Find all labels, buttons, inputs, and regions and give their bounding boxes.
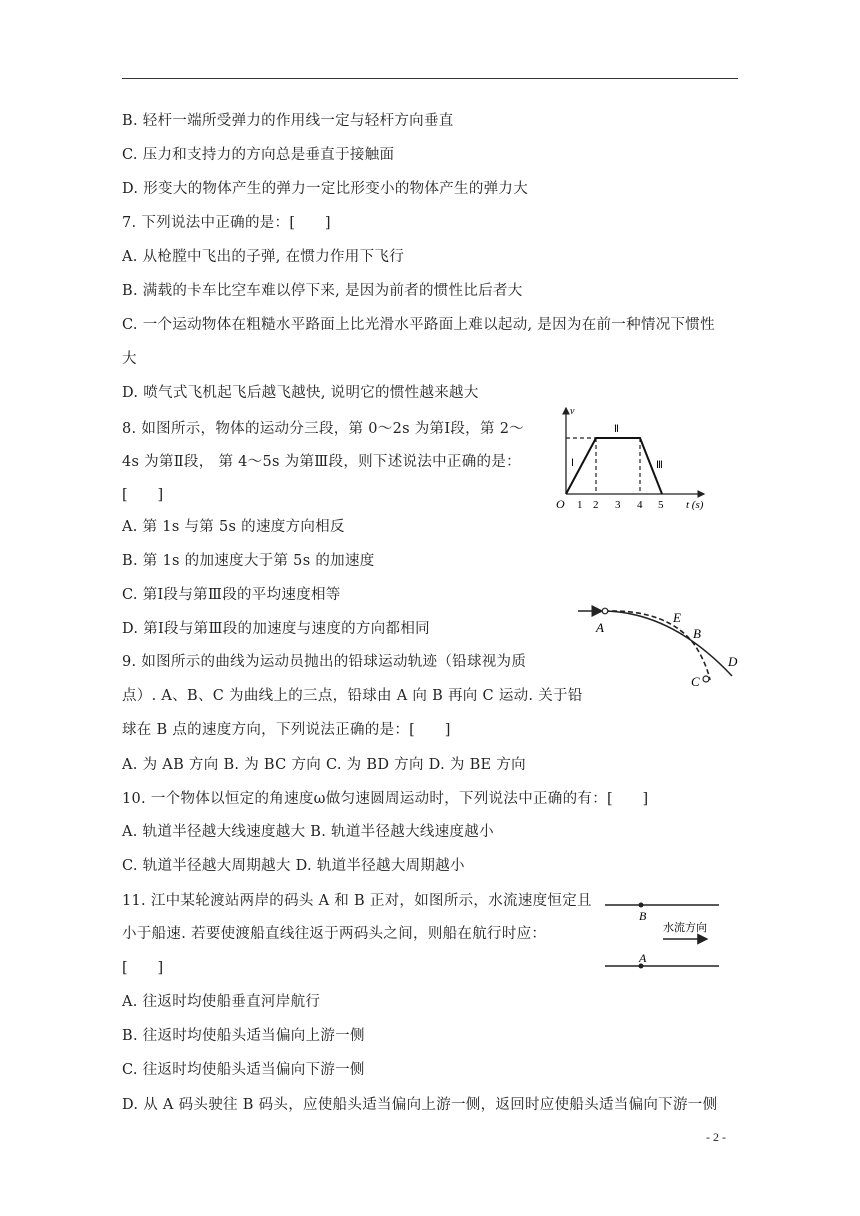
vt-graph-figure — [552, 402, 722, 518]
label-b: B — [639, 909, 647, 923]
page-number: - 2 - — [706, 1130, 726, 1144]
option-11c: C. 往返时均使船头适当偏向下游一侧 — [122, 1062, 365, 1078]
label-b: B — [693, 626, 701, 641]
option-7c-cont: 大 — [122, 351, 137, 367]
y-axis-label: v — [570, 406, 575, 417]
point-c — [703, 676, 709, 682]
option-7b: B. 满载的卡车比空车难以停下来, 是因为前者的惯性比后者大 — [122, 283, 523, 299]
river-figure — [603, 892, 723, 976]
question-8-cont: 4s 为第Ⅱ段， 第 4～5s 为第Ⅲ段，则下述说法中正确的是： — [122, 454, 521, 470]
option-7d: D. 喷气式飞机起飞后越飞越快, 说明它的惯性越来越大 — [122, 385, 479, 401]
option-11b: B. 往返时均使船头适当偏向上游一侧 — [122, 1028, 365, 1044]
answer-bracket: [ ] — [122, 487, 164, 503]
header-rule — [122, 78, 738, 79]
options-10-ab: A. 轨道半径越大线速度越大 B. 轨道半径越大线速度越小 — [122, 824, 494, 840]
option-11a: A. 往返时均使船垂直河岸航行 — [122, 994, 321, 1010]
options-10-cd: C. 轨道半径越大周期越大 D. 轨道半径越大周期越小 — [122, 858, 465, 874]
options-9: A. 为 AB 方向 B. 为 BC 方向 C. 为 BD 方向 D. 为 BE 方向 — [122, 757, 526, 773]
tick-label: 3 — [615, 499, 621, 511]
segment-label-1: Ⅰ — [571, 458, 574, 469]
label-c: C — [691, 674, 700, 689]
flow-label: 水流方向 — [663, 921, 707, 934]
segment-label-3: Ⅲ — [656, 460, 663, 471]
option-8c: C. 第Ⅰ段与第Ⅲ段的平均速度相等 — [122, 587, 341, 603]
question-10: 10. 一个物体以恒定的角速度ω做匀速圆周运动时，下列说法中正确的有：[ ] — [122, 791, 649, 807]
option-7c: C. 一个运动物体在粗糙水平路面上比光滑水平路面上难以起动, 是因为在前一种情况下惯性 — [122, 317, 715, 333]
option-11d: D. 从 A 码头驶往 B 码头，应使船头适当偏向上游一侧，返回时应使船头适当偏向下游一侧 — [122, 1097, 718, 1113]
tick-label: 2 — [593, 499, 599, 511]
chord-line — [604, 611, 732, 676]
tick-label: 5 — [658, 499, 664, 511]
origin-label: O — [556, 497, 565, 511]
segment-label-2: Ⅱ — [614, 424, 619, 435]
x-axis-unit: t (s) — [686, 499, 704, 511]
trajectory-figure — [572, 600, 747, 692]
text-line: C. 压力和支持力的方向总是垂直于接触面 — [122, 147, 395, 163]
question-11: 11. 江中某轮渡站两岸的码头 A 和 B 正对，如图所示，水流速度恒定且 — [122, 893, 592, 909]
question-8: 8. 如图所示，物体的运动分三段，第 0～2s 为第Ⅰ段，第 2～ — [122, 421, 525, 437]
question-11-cont: 小于船速. 若要使渡船直线往返于两码头之间，则船在航行时应： — [122, 926, 547, 942]
label-e: E — [673, 610, 681, 625]
label-a: A — [596, 620, 604, 635]
option-8b: B. 第 1s 的加速度大于第 5s 的加速度 — [122, 553, 375, 569]
velocity-line — [566, 438, 662, 494]
tick-label: 1 — [577, 499, 583, 511]
option-7a: A. 从枪膛中飞出的子弹, 在惯力作用下飞行 — [122, 249, 405, 265]
dock-b — [639, 903, 644, 908]
question-7: 7. 下列说法中正确的是：[ ] — [122, 215, 331, 231]
text-line: D. 形变大的物体产生的弹力一定比形变小的物体产生的弹力大 — [122, 181, 529, 197]
text-line: B. 轻杆一端所受弹力的作用线一定与轻杆方向垂直 — [122, 113, 454, 129]
label-d: D — [728, 654, 738, 669]
option-8a: A. 第 1s 与第 5s 的速度方向相反 — [122, 519, 345, 535]
question-9: 9. 如图所示的曲线为运动员抛出的铅球运动轨迹（铅球视为质 — [122, 654, 527, 670]
label-a: A — [639, 951, 647, 965]
tick-label: 4 — [637, 499, 643, 511]
option-8d: D. 第Ⅰ段与第Ⅲ段的加速度与速度的方向都相同 — [122, 621, 430, 637]
question-9-cont: 球在 B 点的速度方向，下列说法正确的是：[ ] — [122, 722, 451, 738]
question-9-cont: 点）. A、B、C 为曲线上的三点，铅球由 A 向 B 再向 C 运动. 关于铅 — [122, 688, 583, 704]
answer-bracket: [ ] — [122, 960, 164, 976]
point-a — [602, 608, 608, 614]
